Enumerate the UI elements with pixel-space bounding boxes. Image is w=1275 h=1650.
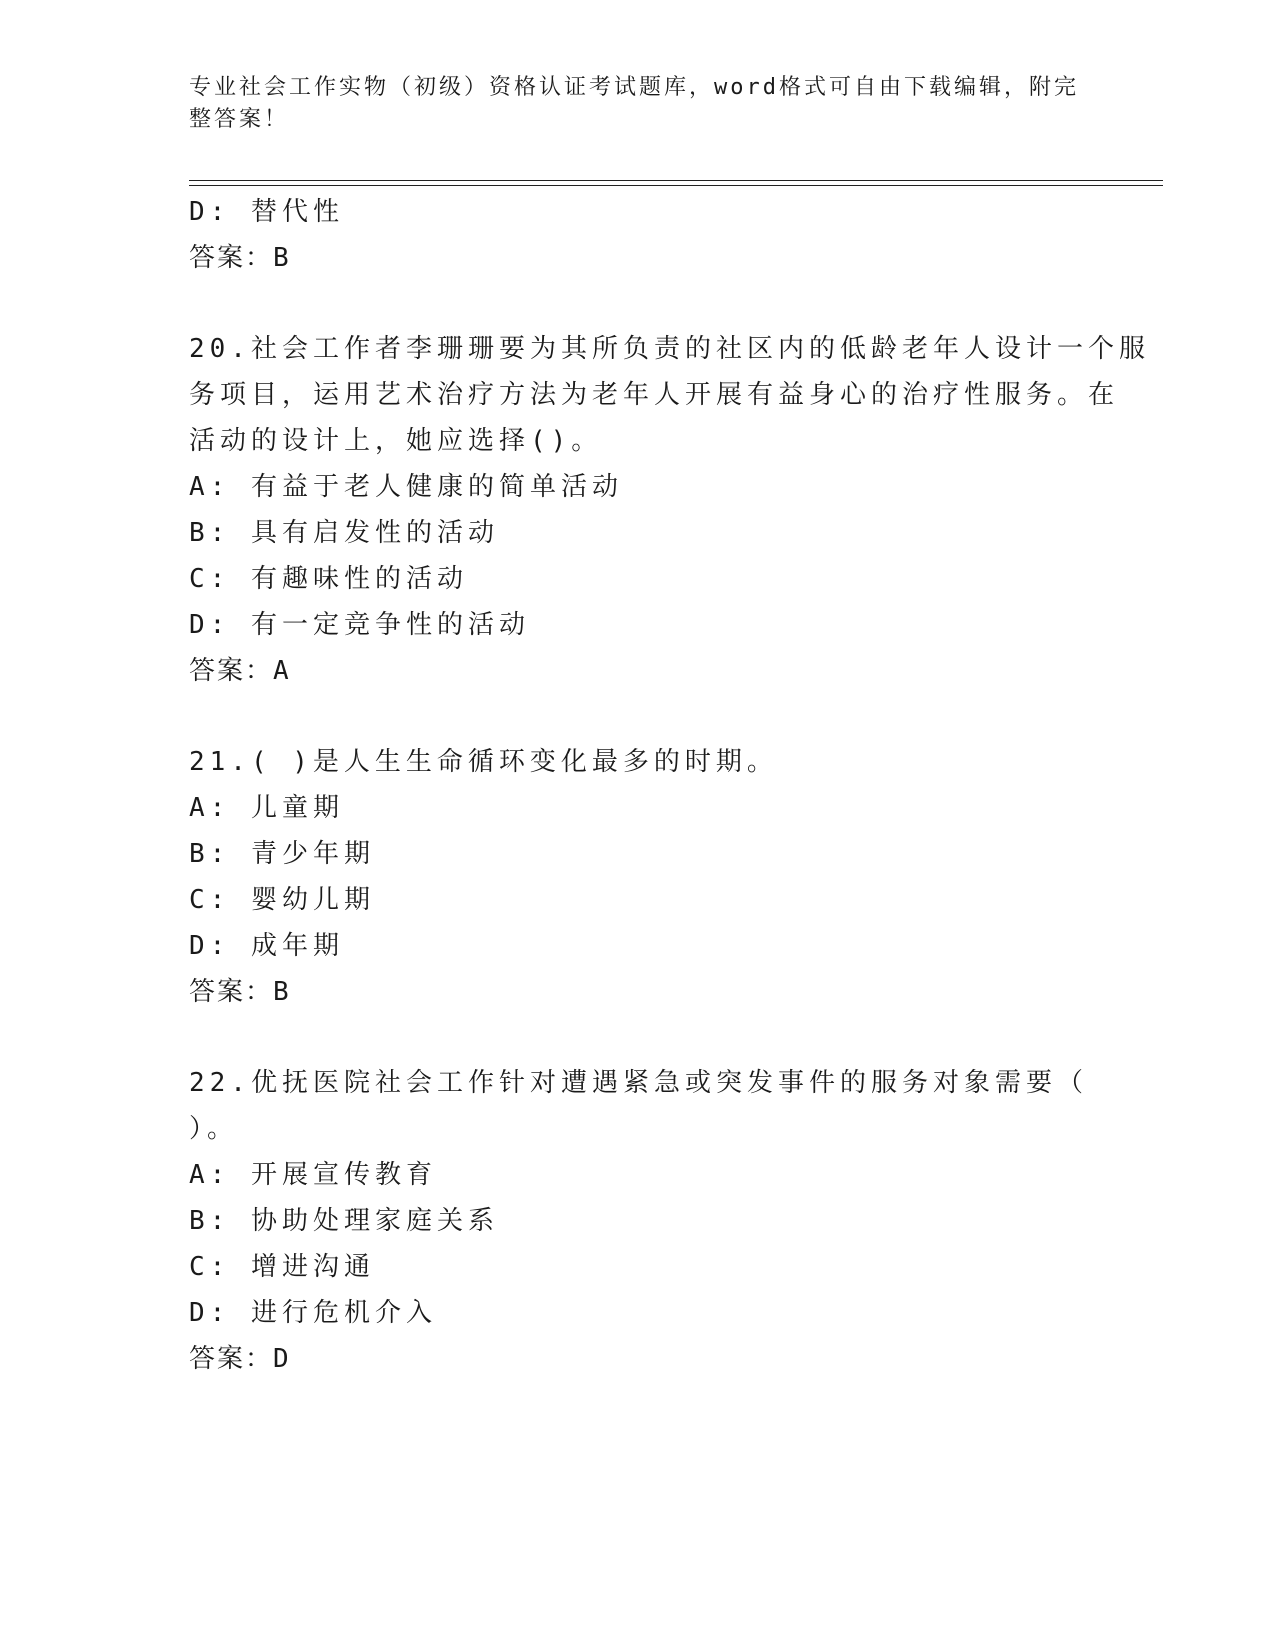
option-b: B: 具有启发性的活动	[189, 518, 499, 548]
answer-value: A	[273, 656, 291, 686]
question-stem-line: 活动的设计上，她应选择()。	[189, 426, 603, 456]
header-line-2: 整答案！	[189, 107, 290, 132]
option-d: D: 成年期	[189, 931, 344, 961]
option-c: C: 增进沟通	[189, 1252, 375, 1282]
answer-label: 答案：	[189, 656, 274, 686]
question-list	[189, 189, 1150, 1382]
answer-value: B	[273, 243, 291, 273]
prev-option-d: D: 替代性	[189, 197, 344, 227]
answer-line	[189, 648, 1089, 694]
question-20	[189, 326, 1150, 694]
header-divider-bottom	[189, 185, 1163, 186]
option-d: D: 有一定竞争性的活动	[189, 610, 530, 640]
question-stem-line: 21.( )是人生生命循环变化最多的时期。	[189, 747, 778, 777]
answer-line	[189, 1336, 1089, 1382]
option-b: B: 协助处理家庭关系	[189, 1206, 499, 1236]
option-c: C: 婴幼儿期	[189, 885, 375, 915]
answer-line	[189, 969, 1089, 1015]
page-header	[189, 72, 1089, 136]
option-b: B: 青少年期	[189, 839, 375, 869]
question-stem-line: 22.优抚医院社会工作针对遭遇紧急或突发事件的服务对象需要（	[189, 1068, 1088, 1098]
option-d: D: 进行危机介入	[189, 1298, 437, 1328]
header-divider-top	[189, 180, 1163, 181]
question-stem-line: 务项目，运用艺术治疗方法为老年人开展有益身心的治疗性服务。在	[189, 380, 1120, 410]
answer-label: 答案：	[189, 1344, 274, 1374]
header-line-1: 专业社会工作实物（初级）资格认证考试题库，word格式可自由下载编辑，附完	[189, 75, 1079, 100]
option-a: A: 开展宣传教育	[189, 1160, 437, 1190]
spacer	[189, 281, 1089, 326]
option-c: C: 有趣味性的活动	[189, 564, 468, 594]
answer-value: B	[273, 977, 291, 1007]
spacer	[189, 694, 1089, 739]
question-stem-line: 20.社会工作者李珊珊要为其所负责的社区内的低龄老年人设计一个服	[189, 334, 1150, 364]
answer-value: D	[273, 1344, 291, 1374]
option-a: A: 有益于老人健康的简单活动	[189, 472, 623, 502]
answer-label: 答案：	[189, 977, 274, 1007]
question-21	[189, 739, 1089, 1015]
spacer	[189, 1015, 1089, 1060]
answer-label: 答案：	[189, 243, 274, 273]
option-a: A: 儿童期	[189, 793, 344, 823]
prev-answer	[189, 235, 1089, 281]
question-stem-line: ）。	[189, 1114, 239, 1144]
question-22	[189, 1060, 1089, 1382]
